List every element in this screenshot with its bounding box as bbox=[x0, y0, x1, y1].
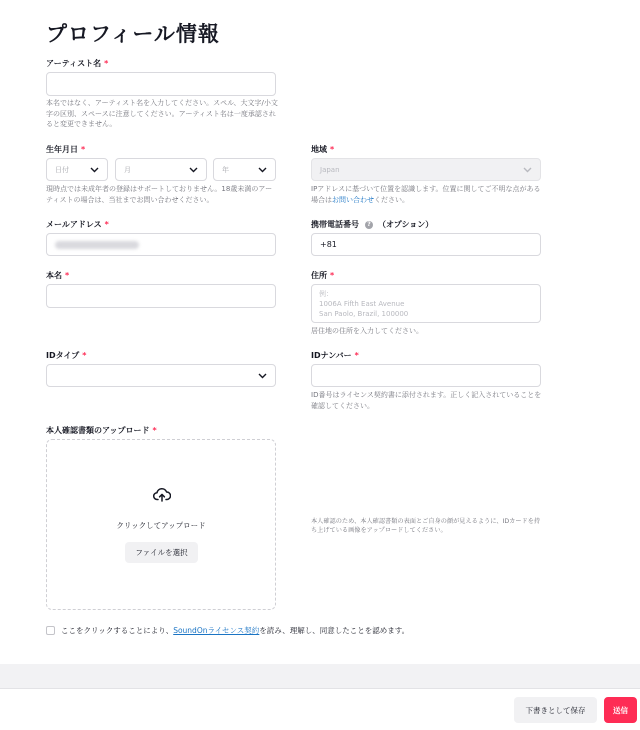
agreement-checkbox[interactable] bbox=[46, 626, 55, 635]
id-upload-label: 本人確認書類のアップロード * bbox=[46, 426, 157, 435]
upload-help: 本人確認のため、本人確認書類の表面とご自身の顔が見えるように、IDカードを持ち上げている画像をアップロードしてください。 bbox=[311, 518, 541, 534]
choose-file-button[interactable]: ファイルを選択 bbox=[125, 542, 198, 563]
birth-day-select[interactable]: 日付 bbox=[46, 158, 108, 181]
address-textarea[interactable]: 例： 1006A Fifth East Avenue San Paolo, Brazil, 100000 bbox=[311, 284, 541, 323]
question-circle-icon[interactable]: ? bbox=[365, 221, 373, 229]
page-title: プロフィール情報 bbox=[46, 22, 220, 46]
artist-name-input[interactable] bbox=[46, 72, 276, 96]
region-label: 地域 * bbox=[311, 145, 335, 154]
birthday-label: 生年月日 * bbox=[46, 145, 86, 154]
id-number-input[interactable] bbox=[311, 364, 541, 387]
chevron-down-icon bbox=[188, 165, 198, 175]
id-type-select[interactable] bbox=[46, 364, 276, 387]
birthday-help: 現時点では未成年者の登録はサポートしておりません。18歳未満のアーティストの場合は、当社までお問い合わせください。 bbox=[46, 185, 273, 204]
submit-button[interactable]: 送信 bbox=[604, 697, 637, 723]
region-select[interactable]: Japan bbox=[311, 158, 541, 181]
agreement-text: ここをクリックすることにより、SoundOnライセンス契約を読み、理解し、同意したことを認めます。 bbox=[61, 626, 410, 635]
save-draft-button[interactable]: 下書きとして保存 bbox=[514, 697, 597, 723]
phone-label: 携帯電話番号 ? （オプション） bbox=[311, 220, 434, 229]
address-label: 住所 * bbox=[311, 271, 335, 280]
blurred-email-value bbox=[55, 241, 139, 249]
chevron-down-icon bbox=[522, 165, 532, 175]
birth-year-select[interactable]: 年 bbox=[213, 158, 276, 181]
upload-instruction: クリックしてアップロード bbox=[116, 521, 206, 530]
chevron-down-icon bbox=[257, 371, 267, 381]
birth-month-select[interactable]: 月 bbox=[115, 158, 207, 181]
cloud-upload-icon bbox=[153, 487, 171, 506]
id-number-help: ID番号はライセンス契約書に添付されます。正しく記入されていることを確認してください。 bbox=[311, 391, 542, 410]
license-agreement-link[interactable]: SoundOnライセンス契約 bbox=[173, 626, 260, 635]
chevron-down-icon bbox=[89, 165, 99, 175]
address-help: 居住地の住所を入力してください。 bbox=[311, 327, 423, 335]
region-help: IPアドレスに基づいて位置を認識します。位置に関してご不明な点がある場合はお問い合わせください。 bbox=[311, 185, 541, 204]
id-upload-dropzone[interactable] bbox=[46, 439, 276, 610]
id-type-label: IDタイプ * bbox=[46, 351, 87, 360]
real-name-label: 本名 * bbox=[46, 271, 70, 280]
phone-input[interactable]: +81 bbox=[311, 233, 541, 256]
chevron-down-icon bbox=[257, 165, 267, 175]
artist-name-help: 本名ではなく、アーティスト名を入力してください。スペル、大文字/小文字の区別、スペースに注意してください。アーティスト名は一度承認されると変更できません。 bbox=[46, 99, 278, 128]
id-number-label: IDナンバー * bbox=[311, 351, 359, 360]
contact-us-link[interactable]: お問い合わせ bbox=[332, 195, 374, 204]
artist-name-label: アーティスト名 * bbox=[46, 59, 109, 68]
email-field[interactable] bbox=[46, 233, 276, 256]
real-name-input[interactable] bbox=[46, 284, 276, 308]
email-label: メールアドレス * bbox=[46, 220, 109, 229]
